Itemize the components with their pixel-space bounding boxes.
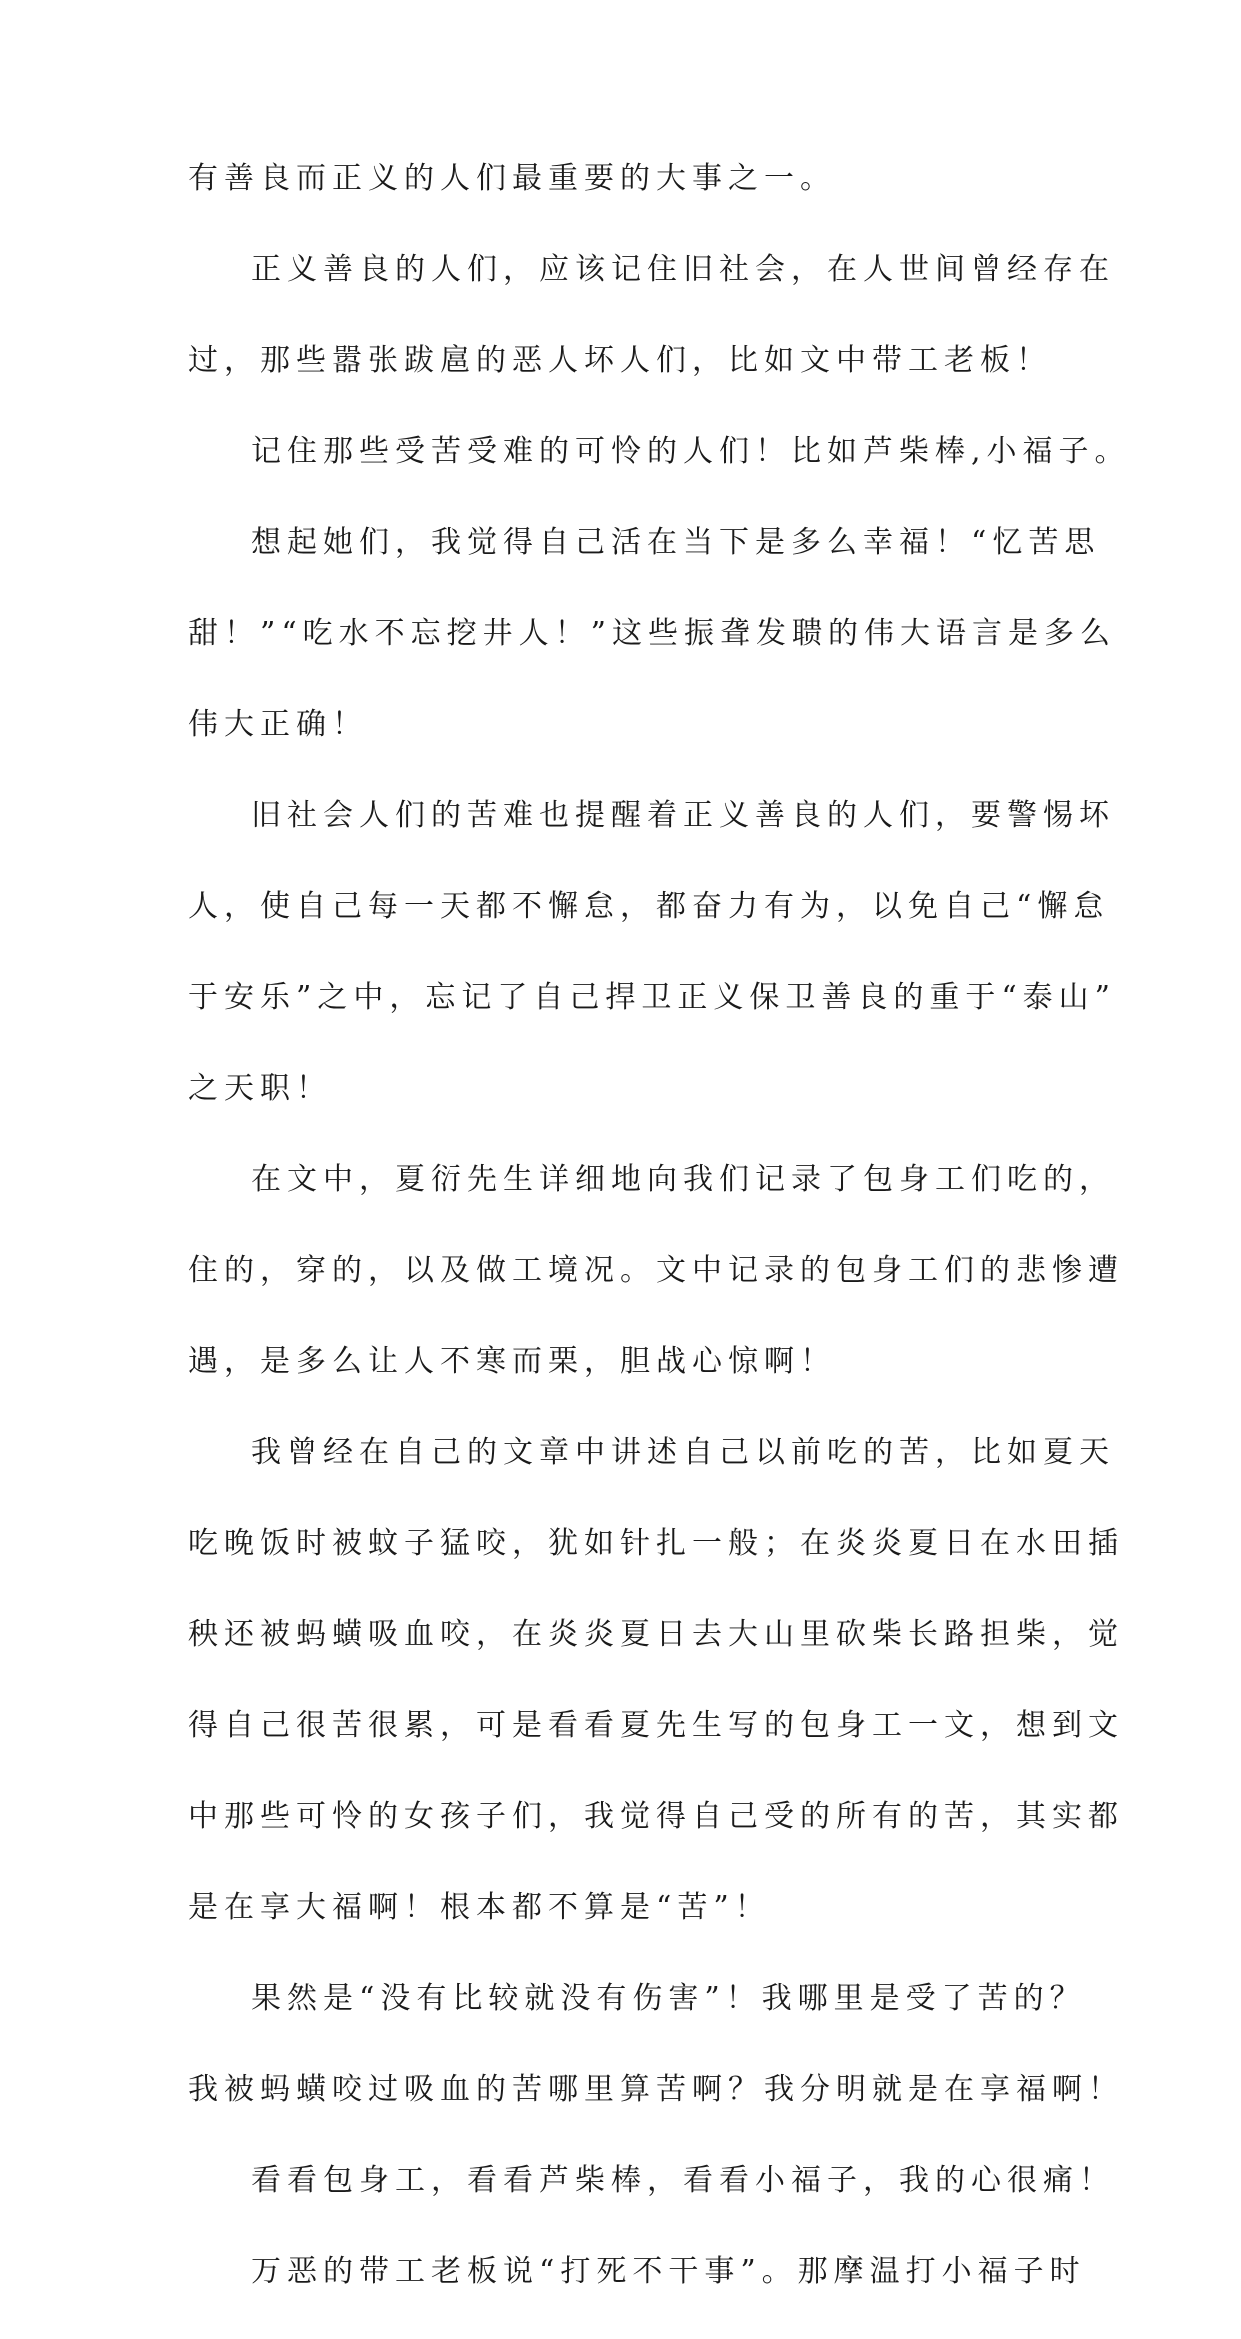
paragraph-line: 记住那些受苦受难的可怜的人们！比如芦柴棒,小福子。 <box>251 434 1131 469</box>
paragraph-line: 是在享大福啊！根本都不算是“苦”！ <box>188 1890 771 1925</box>
paragraph-line: 秧还被蚂蟥吸血咬，在炎炎夏日去大山里砍柴长路担柴，觉 <box>188 1617 1124 1652</box>
paragraph-line: 在文中，夏衍先生详细地向我们记录了包身工们吃的， <box>251 1162 1115 1197</box>
paragraph-line: 吃晚饭时被蚊子猛咬，犹如针扎一般；在炎炎夏日在水田插 <box>188 1526 1124 1561</box>
paragraph-line: 果然是“没有比较就没有伤害”！我哪里是受了苦的？ <box>251 1981 1086 2016</box>
paragraph-line: 于安乐”之中，忘记了自己捍卫正义保卫善良的重于“泰山” <box>188 980 1117 1015</box>
paragraph-line: 我曾经在自己的文章中讲述自己以前吃的苦，比如夏天 <box>251 1435 1115 1470</box>
paragraph-line: 旧社会人们的苦难也提醒着正义善良的人们，要警惕坏 <box>251 798 1115 833</box>
paragraph-line: 有善良而正义的人们最重要的大事之一。 <box>188 161 836 196</box>
paragraph-line: 得自己很苦很累，可是看看夏先生写的包身工一文，想到文 <box>188 1708 1124 1743</box>
paragraph-line: 住的，穿的，以及做工境况。文中记录的包身工们的悲惨遭 <box>188 1253 1124 1288</box>
paragraph-line: 中那些可怜的女孩子们，我觉得自己受的所有的苦，其实都 <box>188 1799 1124 1834</box>
paragraph-line: 之天职！ <box>188 1071 332 1106</box>
paragraph-line: 看看包身工，看看芦柴棒，看看小福子，我的心很痛！ <box>251 2163 1115 2198</box>
paragraph-line: 人，使自己每一天都不懈怠，都奋力有为，以免自己“懈怠 <box>188 889 1110 924</box>
paragraph-line: 正义善良的人们，应该记住旧社会，在人世间曾经存在 <box>251 252 1115 287</box>
paragraph-line: 我被蚂蟥咬过吸血的苦哪里算苦啊？我分明就是在享福啊！ <box>188 2072 1124 2107</box>
paragraph-line: 想起她们，我觉得自己活在当下是多么幸福！“忆苦思 <box>251 525 1101 560</box>
paragraph-line: 万恶的带工老板说“打死不干事”。那摩温打小福子时 <box>251 2254 1086 2289</box>
paragraph-line: 遇，是多么让人不寒而栗，胆战心惊啊！ <box>188 1344 836 1379</box>
paragraph-line: 过，那些嚣张跋扈的恶人坏人们，比如文中带工老板！ <box>188 343 1052 378</box>
paragraph-line: 伟大正确！ <box>188 707 368 742</box>
paragraph-line: 甜！”“吃水不忘挖井人！”这些振聋发聩的伟大语言是多么 <box>188 616 1117 651</box>
